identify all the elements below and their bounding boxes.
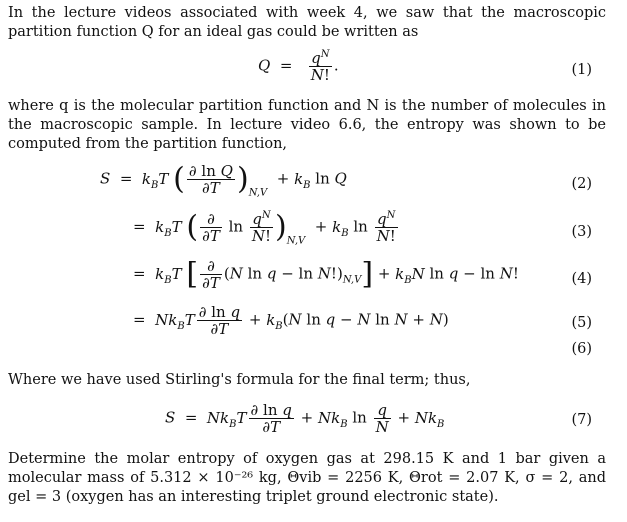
question-paragraph: Determine the molar entropy of oxygen gas at 298.15 K and 1 bar given a molecular mass of 5.312 × 10⁻²⁶ kg, Θvib = 2256 K, Θrot = 2.07 K, σ = 2, and gel = 3 (oxygen has an interesting triplet ground electronic state).: [8, 451, 606, 505]
stirling-paragraph: Where we have used Stirling's formula for the final term; thus,: [8, 372, 471, 388]
equation-2-number: (2): [571, 176, 592, 192]
equation-4-number: (4): [571, 271, 592, 287]
equation-7-number: (7): [571, 412, 592, 428]
equation-4: = $k_BT$ [ $\frac{\partial}{\partial T}$ (N $\ln q - \ln N!)_{N,V}] + k_BN$ ln q − ln N!: [133, 256, 519, 292]
equation-3-number: (3): [571, 224, 592, 240]
intro-paragraph: In the lecture videos associated with week 4, we saw that the macroscopic partition function Q for an ideal gas could be written as: [8, 5, 606, 40]
equation-7: $S = Nk_BT$ $\frac{\text{∂ ln q}}{\partial T}$ + $Nk_B$ ln $\frac{q}{N}$ + $Nk_B$: [165, 401, 445, 436]
after-eq1-paragraph: where q is the molecular partition function and N is the number of molecules in the macroscopic sample. In lecture video 6.6, the entropy was shown to be computed from the partition function,: [8, 98, 606, 152]
equation-5-number: (5): [571, 315, 592, 331]
equation-1-number: (1): [571, 62, 592, 78]
equation-2: $S = k_BT$ ( $\frac{\text{∂ ln Q}}{\partial T}$ )$_{N,V} + k_B$ ln Q: [100, 161, 347, 199]
equation-6-number: (6): [571, 341, 592, 357]
equation-1: Q = $\frac{q^N}{N!}$ .: [258, 49, 339, 84]
equation-3: = $k_BT$ ( $\frac{\partial}{\partial T}$ ln $\frac{q^N}{N!}$ )$_{N,V} + k_B$ ln $\frac{q^N}{N!}$: [133, 209, 396, 247]
equation-5: = $Nk_BT$ $\frac{\text{∂ ln q}}{\partial T}$ + $k_B(N$ ln q − N ln N + N): [133, 303, 449, 338]
